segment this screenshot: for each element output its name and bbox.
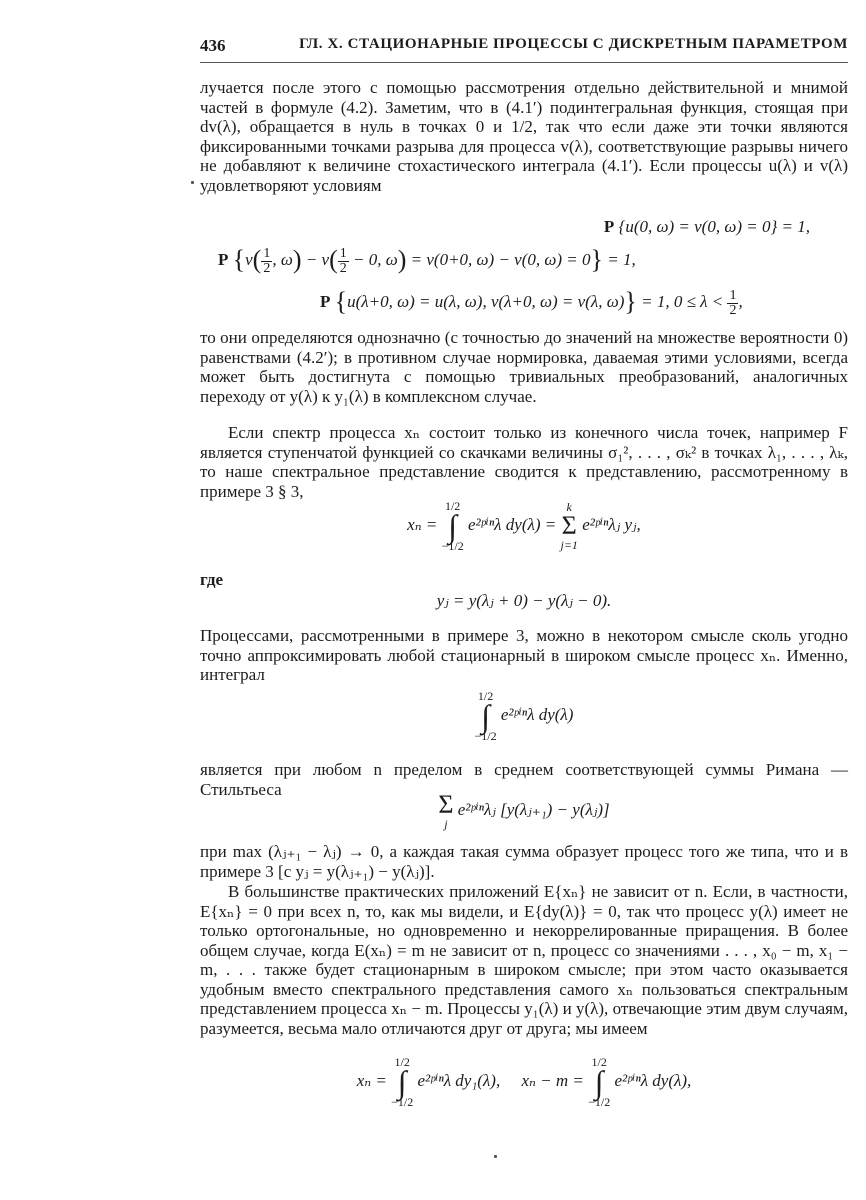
c2-end: = 1, bbox=[607, 250, 636, 269]
header-rule bbox=[200, 62, 848, 63]
scan-speck bbox=[191, 181, 194, 184]
condition-3: P {u(λ+0, ω) = u(λ, ω), v(λ+0, ω) = v(λ, ω)} = 1, 0 ≤ λ < $\frac{1}{2}$ , bbox=[320, 287, 743, 318]
integral-symbol: 1/2 ∫ −1/2 bbox=[391, 1055, 414, 1109]
half-fraction: $\frac{1}{2}$ bbox=[263, 245, 271, 276]
sum-symbol: k Σ j=1 bbox=[560, 500, 578, 552]
scan-speck bbox=[494, 1155, 497, 1158]
paragraph-5: является при любом n пределом в среднем соответствующей суммы Римана — Стильтьеса bbox=[200, 760, 848, 799]
running-header bbox=[200, 36, 848, 60]
sum-symbol: Σ j bbox=[438, 790, 454, 831]
prob-symbol: P bbox=[603, 217, 615, 236]
riemann-term: e²ᵖⁱⁿλⱼ [y(λⱼ₊₁) − y(λⱼ)] bbox=[457, 799, 610, 819]
half-fraction-2: $\frac{1}{2}$ bbox=[339, 245, 347, 276]
paragraph-2: то они определяются однозначно (с точностью до значений на множестве вероятности 0) равенствами (4.2′); в противном случае нормировка, даваемая этими условиями, всегда может быть достигнута с помощью тривиальных преобразований, аналогичных переходу от y(λ) к y₁(λ) в комплексном случае. bbox=[200, 328, 848, 406]
integral-symbol: 1/2 ∫ −1/2 bbox=[474, 689, 497, 743]
integrand-alone: e²ᵖⁱⁿλ dy(λ) bbox=[500, 704, 574, 724]
formula-yj: yⱼ = y(λⱼ + 0) − y(λⱼ − 0). bbox=[436, 591, 612, 610]
running-title: ГЛ. X. СТАЦИОНАРНЫЕ ПРОЦЕССЫ С ДИСКРЕТНЫМ ПАРАМЕТРОМ bbox=[299, 36, 848, 52]
formula-riemann-sum bbox=[200, 792, 848, 836]
c2-v: v bbox=[245, 250, 253, 269]
prob-symbol: P bbox=[218, 250, 229, 269]
paragraph-4: Процессами, рассмотренными в примере 3, можно в некотором смысле сколь угодно точно аппроксимировать любой стационарный в широком смысле процесс xₙ. Именно, интеграл bbox=[200, 626, 848, 684]
sum-term: e²ᵖⁱⁿλⱼ yⱼ, bbox=[582, 514, 641, 534]
paragraph-6: при max (λⱼ₊₁ − λⱼ) → 0, а каждая такая сумма образует процесс того же типа, что и в примере 3 [с yⱼ = y(λⱼ₊₁) − y(λⱼ)]. bbox=[200, 842, 848, 881]
integral-symbol-2: 1/2 ∫ −1/2 bbox=[588, 1055, 611, 1109]
condition-2: P {v( $\frac{1}{2}$ , ω) − v( $\frac{1}{2}$ − 0, ω) = v(0+0, ω) − v(0, ω) = 0} = 1, bbox=[218, 245, 636, 276]
c3-end: = 1, 0 ≤ λ < bbox=[641, 292, 724, 311]
final-lhs-b: xₙ − m = bbox=[521, 1070, 584, 1090]
condition-1-body: {u(0, ω) = v(0, ω) = 0} = 1, bbox=[618, 217, 810, 236]
final-integrand-a: e²ᵖⁱⁿλ dy₁(λ), bbox=[417, 1070, 501, 1090]
prob-symbol: P bbox=[320, 292, 331, 311]
formula-integral bbox=[200, 690, 848, 750]
xn-lhs-2: xₙ = bbox=[356, 1070, 387, 1090]
xn-lhs: xₙ = bbox=[407, 514, 438, 534]
where-label: где bbox=[200, 570, 224, 589]
final-integrand-b: e²ᵖⁱⁿλ dy(λ), bbox=[614, 1070, 692, 1090]
page-number: 436 bbox=[200, 36, 226, 55]
half-fraction-3: $\frac{1}{2}$ bbox=[729, 287, 737, 318]
c2-v2: v bbox=[321, 250, 330, 269]
condition-1 bbox=[200, 216, 848, 238]
c2-a: , ω bbox=[272, 250, 293, 269]
paragraph-7: В большинстве практических приложений E{xₙ} не зависит от n. Если, в частности, E{xₙ} = 0 при всех n, то, как мы видели, и E{dy(λ)} = 0, так что процесс y(λ) имеет не только ортогональные, но одновременно и некоррелированные приращения. В более общем случае, когда E(xₙ) = m не зависит от n, процесс со значениями . . . , x₀ − m, x₁ − m, . . . также будет стационарным в широком смысле; при этом часто оказывается удобным вместо спектрального представления самого xₙ пользоваться спектральным представлением процесса xₙ − m. Процессы y₁(λ) и y(λ), отвечающие этим двум случаям, разумеется, весьма мало отличаются друг от друга; мы имеем bbox=[200, 882, 848, 1038]
c2-rest: = v(0+0, ω) − v(0, ω) = 0 bbox=[410, 250, 591, 269]
formula-final bbox=[200, 1056, 848, 1120]
integral-symbol: 1/2 ∫ −1/2 bbox=[441, 499, 464, 553]
paragraph-1: лучается после этого с помощью рассмотрения отдельно действительной и мнимой частей в формуле (4.2). Заметим, что в (4.1′) подинтегральная функция, стоящая при dv(λ), обращается в нуль в точках 0 и 1/2, так что если даже эти точки являются фиксированными точками разрыва для процесса v(λ), соответствующие разрывы ничего не добавляют к величине стохастического интеграла (4.1′). Если процессы u(λ) и v(λ) удовлетворяют условиям bbox=[200, 78, 848, 195]
c3-body: u(λ+0, ω) = u(λ, ω), v(λ+0, ω) = v(λ, ω) bbox=[347, 292, 625, 311]
formula-xn-sum bbox=[200, 500, 848, 564]
c2-b: − 0, ω bbox=[352, 250, 398, 269]
paragraph-3: Если спектр процесса xₙ состоит только из конечного числа точек, например F является ступенчатой функцией со скачками величины σ₁², . . . , σₖ² в точках λ₁, . . . , λₖ, то наше спектральное представление сводится к представлению, рассмотренному в примере 3 § 3, bbox=[200, 423, 848, 501]
integrand: e²ᵖⁱⁿλ dy(λ) = bbox=[467, 514, 557, 534]
